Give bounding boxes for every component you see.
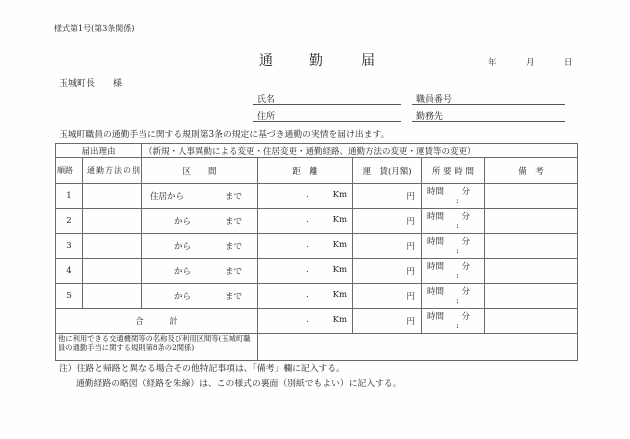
minutes-label: 分 <box>461 237 471 247</box>
minutes-label: 分 <box>461 187 471 197</box>
other-transport-field[interactable] <box>258 334 578 361</box>
colon: : <box>456 196 459 206</box>
colon: : <box>456 271 459 281</box>
col-fare: 運 賃(月額) <box>353 158 422 184</box>
fare-cell[interactable]: 円 <box>353 234 422 259</box>
to-label: まで <box>225 267 243 277</box>
minutes-label: 分 <box>461 312 471 322</box>
row-number: 4 <box>56 259 83 284</box>
total-remarks-cell[interactable] <box>485 309 578 334</box>
row-number: 3 <box>56 234 83 259</box>
col-time: 所 要 時 間 <box>422 158 485 184</box>
fare-cell[interactable]: 円 <box>353 184 422 209</box>
other-transport-label: 他に利用できる交通機関等の名称及び利用区間等(玉城町職員の通勤手当に関する規則第8条の2関係) <box>56 334 258 361</box>
employee-number-field[interactable] <box>412 104 565 105</box>
table-row <box>56 284 578 309</box>
col-method: 通勤方法の別 <box>83 158 142 184</box>
time-cell[interactable] <box>422 184 485 209</box>
remarks-cell[interactable] <box>485 259 578 284</box>
fare-cell[interactable]: 円 <box>353 259 422 284</box>
km-unit: Km <box>332 215 348 225</box>
method-cell[interactable] <box>83 259 142 284</box>
colon: : <box>456 296 459 306</box>
from-label: から <box>174 292 192 302</box>
table-row <box>56 184 578 209</box>
row-number: 1 <box>56 184 83 209</box>
distance-cell[interactable] <box>258 259 353 284</box>
method-cell[interactable] <box>83 234 142 259</box>
fare-cell[interactable]: 円 <box>353 284 422 309</box>
section-cell[interactable] <box>142 209 258 234</box>
date-day-label: 日 <box>564 58 573 68</box>
hours-label: 時間 <box>427 187 445 197</box>
name-label: 氏名 <box>257 95 276 105</box>
method-cell[interactable] <box>83 184 142 209</box>
other-transport-row <box>56 334 578 361</box>
row-number: 5 <box>56 284 83 309</box>
to-label: まで <box>225 217 243 227</box>
time-cell[interactable] <box>422 284 485 309</box>
colon: : <box>456 321 459 331</box>
date-month-label: 月 <box>526 58 535 68</box>
col-order: 順路 <box>56 158 83 184</box>
section-cell[interactable] <box>142 184 258 209</box>
table-row <box>56 234 578 259</box>
hours-label: 時間 <box>427 312 445 322</box>
to-label: まで <box>225 242 243 252</box>
remarks-cell[interactable] <box>485 234 578 259</box>
km-unit: Km <box>332 265 348 275</box>
fare-cell[interactable]: 円 <box>353 209 422 234</box>
hours-label: 時間 <box>427 237 445 247</box>
date-year-label: 年 <box>488 58 497 68</box>
col-distance: 距 離 <box>258 158 353 184</box>
section-cell[interactable] <box>142 234 258 259</box>
to-label: まで <box>225 292 243 302</box>
minutes-label: 分 <box>461 287 471 297</box>
title-char-3: 届 <box>361 53 375 69</box>
hours-label: 時間 <box>427 287 445 297</box>
from-label: から <box>174 217 192 227</box>
reason-label: 届出理由 <box>56 144 142 158</box>
time-cell[interactable] <box>422 234 485 259</box>
row-number: 2 <box>56 209 83 234</box>
minutes-label: 分 <box>461 212 471 222</box>
total-distance-cell[interactable] <box>258 309 353 334</box>
title-char-1: 通 <box>259 53 273 69</box>
addressee: 玉城町長 様 <box>59 79 123 89</box>
col-remarks: 備 考 <box>485 158 578 184</box>
distance-cell[interactable] <box>258 209 353 234</box>
km-unit: Km <box>332 290 348 300</box>
remarks-cell[interactable] <box>485 209 578 234</box>
total-fare-cell[interactable]: 円 <box>353 309 422 334</box>
total-row <box>56 309 578 334</box>
from-label: から <box>174 242 192 252</box>
address-label: 住所 <box>257 112 276 122</box>
table-row <box>56 259 578 284</box>
decimal-dot: . <box>306 315 309 325</box>
method-cell[interactable] <box>83 284 142 309</box>
section-cell[interactable] <box>142 284 258 309</box>
distance-cell[interactable] <box>258 234 353 259</box>
remarks-cell[interactable] <box>485 184 578 209</box>
workplace-label: 勤務先 <box>416 112 444 122</box>
col-section: 区 間 <box>142 158 258 184</box>
section-cell[interactable] <box>142 259 258 284</box>
decimal-dot: . <box>306 215 309 225</box>
name-field[interactable] <box>253 104 401 105</box>
time-cell[interactable] <box>422 259 485 284</box>
decimal-dot: . <box>306 290 309 300</box>
notes <box>59 362 402 392</box>
note-line-2: 通勤経路の略図（経路を朱線）は、この様式の裏面（別紙でもよい）に記入する。 <box>76 379 402 389</box>
minutes-label: 分 <box>461 262 471 272</box>
colon: : <box>456 246 459 256</box>
table-row <box>56 209 578 234</box>
remarks-cell[interactable] <box>485 284 578 309</box>
distance-cell[interactable] <box>258 284 353 309</box>
title-char-2: 勤 <box>309 53 323 69</box>
from-label: 住居から <box>150 192 185 202</box>
decimal-dot: . <box>306 240 309 250</box>
note-line-1: 注）往路と帰路と異なる場合その他特記事項は、「備考」欄に記入する。 <box>59 364 345 374</box>
km-unit: Km <box>332 190 348 200</box>
colon: : <box>456 221 459 231</box>
form-number: 様式第1号(第3条関係) <box>54 24 135 33</box>
to-label: まで <box>225 192 243 202</box>
decimal-dot: . <box>306 190 309 200</box>
decimal-dot: . <box>306 265 309 275</box>
method-cell[interactable] <box>83 209 142 234</box>
commute-table <box>55 143 578 361</box>
total-label: 合 計 <box>56 309 258 334</box>
distance-cell[interactable] <box>258 184 353 209</box>
km-unit: Km <box>332 240 348 250</box>
employee-number-label: 職員番号 <box>416 95 453 105</box>
hours-label: 時間 <box>427 262 445 272</box>
hours-label: 時間 <box>427 212 445 222</box>
intro-text: 玉城町職員の通勤手当に関する規則第3条の規定に基づき通勤の実情を届け出ます。 <box>59 130 390 140</box>
address-field[interactable] <box>253 121 401 122</box>
time-cell[interactable] <box>422 209 485 234</box>
workplace-field[interactable] <box>412 121 565 122</box>
reason-options[interactable]: （新規・人事異動による変更・住居変更・通勤経路、通勤方法の変更・運賃等の変更） <box>142 144 578 158</box>
total-time-cell[interactable] <box>422 309 485 334</box>
from-label: から <box>174 267 192 277</box>
km-unit: Km <box>332 315 348 325</box>
